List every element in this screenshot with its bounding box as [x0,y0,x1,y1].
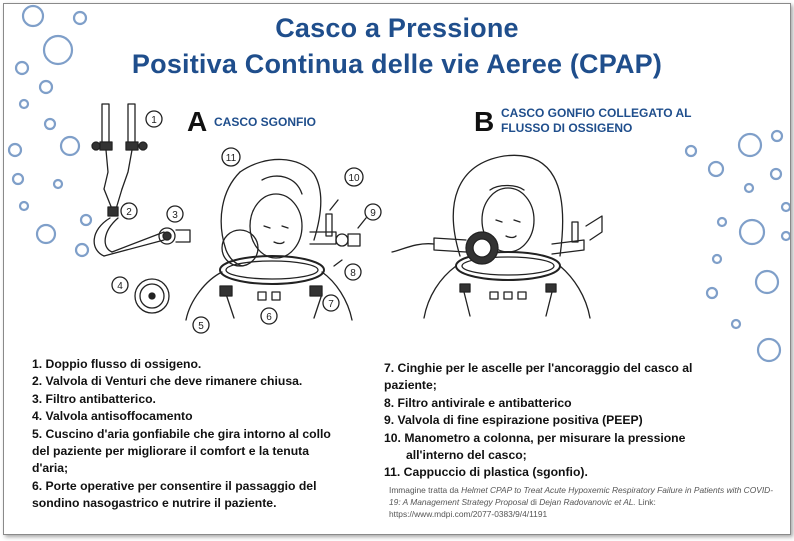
legend-item: all'interno del casco; [406,448,527,463]
legend-item: 10. Manometro a colonna, per misurare la pressione [384,430,686,445]
callout-5: 5 [198,321,204,332]
callout-3: 3 [172,210,178,221]
legend-item: 11. Cappuccio di plastica (sgonfio). [384,465,588,480]
legend-item: 1. Doppio flusso di ossigeno. [32,357,202,371]
inflated-helmet-drawing [392,155,602,318]
title-line-1: Casco a Pressione [275,13,519,43]
deflated-helmet-drawing [186,159,366,320]
panel-b-caption-line-2: FLUSSO DI OSSIGENO [501,121,633,135]
panel-a-caption: CASCO SGONFIO [214,115,317,129]
callout-11: 11 [225,153,237,164]
credit-authors: Dejan Radovanovic et AL. [539,496,636,507]
callout-6: 6 [266,312,272,323]
legend-item: 5. Cuscino d'aria gonfiabile che gira intorno al collo [32,426,331,441]
credit-mid: di [528,496,540,507]
legend-left [32,356,367,513]
panel-b-letter: B [474,106,495,137]
credit-article: Helmet CPAP to Treat Acute Hypoxemic Respiratory Failure in Patients with COVID-19: A Management Strategy Proposal [389,485,773,507]
credit-link-label: Link: [635,496,656,507]
legend-item: 3. Filtro antibatterico. [32,391,156,406]
callout-4: 4 [117,281,123,292]
callout-10: 10 [348,173,360,184]
infographic [3,3,791,535]
credit-prefix: Immagine tratta da [389,485,462,495]
title-line-2: Positiva Continua delle vie Aeree (CPAP) [131,49,663,79]
legend-item: d'aria; [32,461,69,476]
antisuffocation-valve-drawing [135,279,169,313]
legend-item: 7. Cinghie per le ascelle per l'ancoraggio del casco al [384,361,693,375]
legend-item: del paziente per migliorare il comfort e la tenuta [32,444,309,459]
image-credit [389,485,774,520]
callout-2: 2 [126,207,132,218]
callout-8: 8 [350,268,356,279]
flowmeter-drawing [92,104,147,216]
legend-item: 6. Porte operative per consentire il passaggio del [32,478,317,493]
legend-item: 9. Valvola di fine espirazione positiva (PEEP) [384,413,643,428]
legend-right [384,360,764,482]
legend-item: paziente; [384,378,437,393]
legend-item: 4. Valvola antisoffocamento [32,409,193,424]
callout-1: 1 [151,115,157,126]
legend-item: 8. Filtro antivirale e antibatterico [384,395,572,410]
panel-a-letter: A [187,106,208,137]
callout-circles [112,111,381,333]
tube-drawing [94,218,190,256]
callout-9: 9 [370,208,376,219]
callout-7: 7 [328,299,334,310]
legend-item: 2. Valvola di Venturi che deve rimanere chiusa. [32,374,303,389]
legend-item: sondino nasogastrico e nutrire il paziente. [32,496,277,511]
panel-b-caption-line-1: CASCO GONFIO COLLEGATO AL [501,106,692,120]
credit-url[interactable]: https://www.mdpi.com/2077-0383/9/4/1191 [389,508,548,519]
